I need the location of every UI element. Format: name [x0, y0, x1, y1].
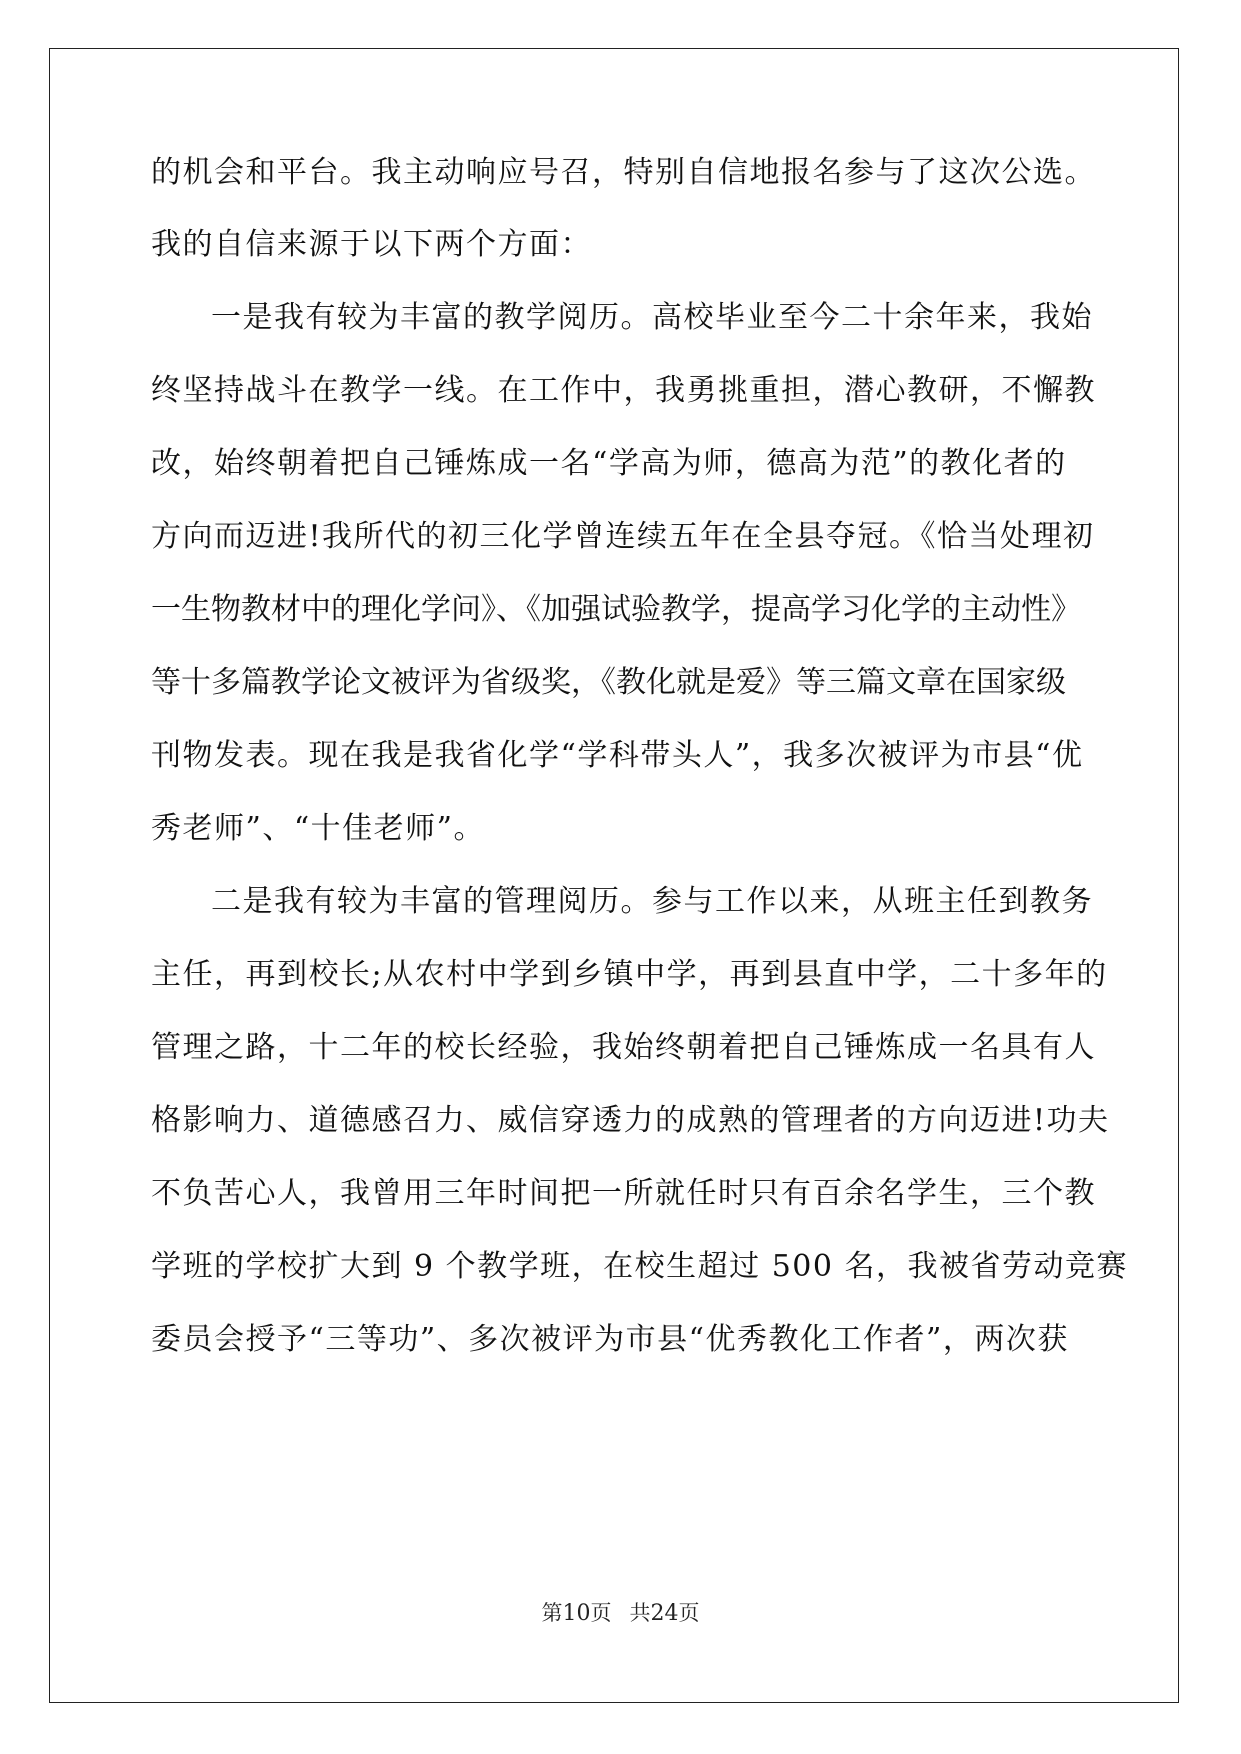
text-line: 改，始终朝着把自己锤炼成一名“学高为师，德高为范”的教化者的 [151, 446, 1067, 481]
text-line: 不负苦心人，我曾用三年时间把一所就任时只有百余名学生，三个教 [151, 1176, 1096, 1211]
text-line: 委员会授予“三等功”、多次被评为市县“优秀教化工作者”，两次获 [151, 1322, 1069, 1357]
text-line: 格影响力、道德感召力、威信穿透力的成熟的管理者的方向迈进!功夫 [151, 1103, 1110, 1138]
page-number: 10 [562, 1601, 591, 1626]
page-footer [0, 1600, 1241, 1627]
text-line: 我的自信来源于以下两个方面： [151, 227, 592, 262]
page-suffix: 页 [590, 1601, 612, 1625]
total-suffix: 页 [678, 1601, 700, 1625]
total-pages: 24 [650, 1601, 679, 1626]
paragraph-first-line: 二是我有较为丰富的管理阅历。参与工作以来，从班主任到教务 [211, 884, 1093, 919]
text-line: 一生物教材中的理化学问》、《加强试验教学，提高学习化学的主动性》 [151, 592, 1081, 627]
text-line: 等十多篇教学论文被评为省级奖，《教化就是爱》等三篇文章在国家级 [151, 665, 1066, 700]
text-line: 方向而迈进!我所代的初三化学曾连续五年在全县夺冠。《恰当处理初 [151, 519, 1095, 554]
total-prefix: 共 [629, 1601, 651, 1625]
text-line: 主任，再到校长;从农村中学到乡镇中学，再到县直中学，二十多年的 [151, 957, 1108, 992]
page-border [49, 48, 1179, 1703]
page-prefix: 第 [541, 1601, 563, 1625]
text-line: 终坚持战斗在教学一线。在工作中，我勇挑重担，潜心教研，不懈教 [151, 373, 1096, 408]
text-line: 的机会和平台。我主动响应号召，特别自信地报名参与了这次公选。 [151, 155, 1096, 190]
text-line: 秀老师”、“十佳老师”。 [151, 811, 486, 846]
text-line: 学班的学校扩大到 9 个教学班，在校生超过 500 名，我被省劳动竞赛 [151, 1249, 1128, 1284]
text-line: 刊物发表。现在我是我省化学“学科带头人”，我多次被评为市县“优 [151, 738, 1084, 773]
paragraph-first-line: 一是我有较为丰富的教学阅历。高校毕业至今二十余年来，我始 [211, 300, 1093, 335]
text-line: 管理之路，十二年的校长经验，我始终朝着把自己锤炼成一名具有人 [151, 1030, 1096, 1065]
